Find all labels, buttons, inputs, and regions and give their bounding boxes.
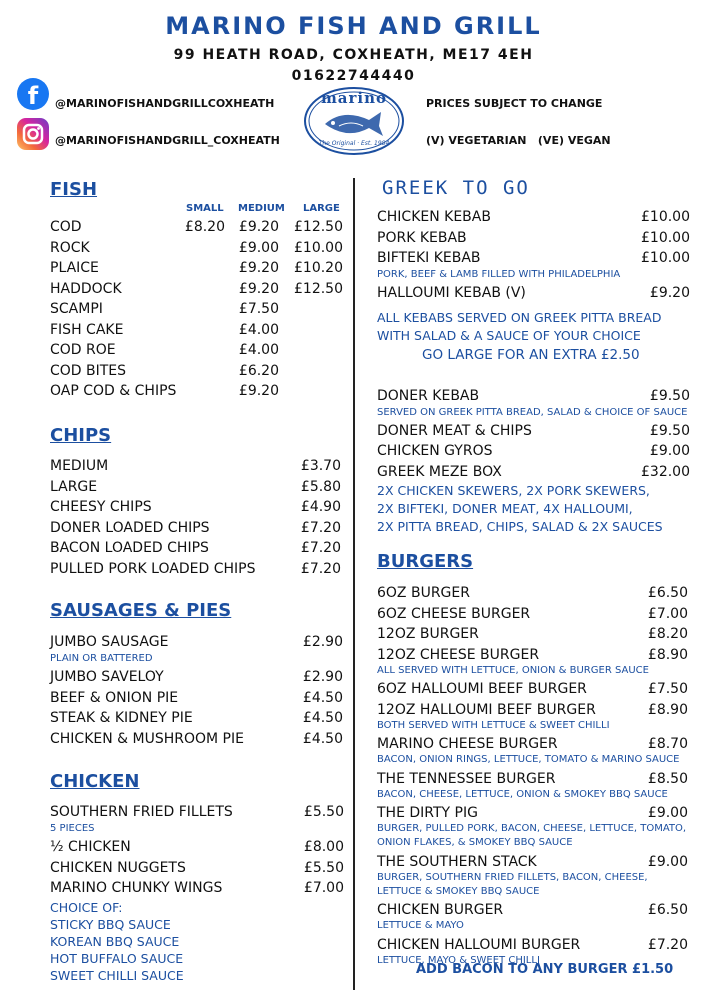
- menu-item: [377, 464, 690, 484]
- fish-item: [50, 240, 350, 260]
- item-name: 12OZ CHEESE BURGER: [377, 646, 540, 663]
- menu-item: [50, 540, 341, 560]
- menu-item: [50, 634, 343, 654]
- item-price: £9.50: [649, 388, 690, 404]
- fish-item: [50, 281, 350, 301]
- item-name: 6OZ CHEESE BURGER: [377, 605, 531, 622]
- menu-item: [377, 250, 690, 270]
- fish-item: [50, 260, 350, 280]
- item-price: £8.50: [647, 770, 688, 787]
- section-fish-title: FISH: [50, 179, 98, 200]
- section-chips-title: CHIPS: [50, 425, 112, 446]
- item-price: £10.00: [641, 250, 690, 266]
- facebook-icon[interactable]: f: [17, 78, 49, 110]
- phone-number: 01622744440: [291, 68, 416, 84]
- menu-item: [377, 702, 688, 722]
- item-price: £2.90: [302, 634, 343, 650]
- menu-item: [50, 458, 341, 478]
- address: 99 HEATH ROAD, COXHEATH, ME17 4EH: [173, 47, 534, 63]
- item-price: £32.00: [641, 463, 690, 480]
- item-price: £7.20: [647, 936, 688, 953]
- item-price: £8.90: [647, 701, 688, 718]
- item-name: GREEK MEZE BOX: [377, 463, 502, 480]
- item-name: COD: [50, 219, 82, 235]
- meze-desc-1: 2X CHICKEN SKEWERS, 2X PORK SKEWERS,: [377, 483, 650, 498]
- sauce-item: HOT BUFFALO SAUCE: [50, 951, 184, 966]
- menu-item: [50, 860, 344, 880]
- item-name: MARINO CHUNKY WINGS: [50, 880, 223, 896]
- item-price: £7.00: [303, 880, 344, 896]
- item-name: SOUTHERN FRIED FILLETS: [50, 804, 233, 820]
- item-price: £9.20: [238, 219, 279, 235]
- menu-item: [377, 423, 690, 443]
- item-price: £5.50: [303, 804, 344, 820]
- item-price: £7.00: [647, 605, 688, 622]
- item-note: 5 PIECES: [50, 823, 95, 834]
- col-large: LARGE: [303, 203, 340, 214]
- menu-item: [50, 804, 344, 824]
- item-note: BOTH SERVED WITH LETTUCE & SWEET CHILLI: [377, 719, 610, 731]
- item-price: £9.50: [649, 422, 690, 439]
- prices-note: PRICES SUBJECT TO CHANGE: [426, 97, 603, 110]
- menu-item: [50, 731, 343, 751]
- item-name: THE TENNESSEE BURGER: [377, 770, 556, 787]
- item-price: £4.90: [300, 499, 341, 515]
- menu-item: [50, 690, 343, 710]
- item-price: £4.50: [302, 710, 343, 726]
- fish-item: [50, 342, 350, 362]
- fish-item: [50, 301, 350, 321]
- menu-item: [377, 937, 688, 957]
- logo-text: marino: [320, 89, 388, 107]
- item-name: MEDIUM: [50, 458, 109, 474]
- section-burgers-title: BURGERS: [377, 551, 474, 572]
- item-price: £4.50: [302, 689, 343, 706]
- item-name: STEAK & KIDNEY PIE: [50, 710, 193, 726]
- section-chicken-title: CHICKEN: [50, 771, 140, 792]
- item-name: 12OZ HALLOUMI BEEF BURGER: [377, 701, 596, 718]
- item-price: £7.20: [300, 540, 341, 556]
- item-name: FISH CAKE: [50, 321, 124, 338]
- item-price: £12.50: [294, 280, 343, 297]
- fish-item: [50, 383, 350, 403]
- instagram-handle[interactable]: @MARINOFISHANDGRILL_COXHEATH: [55, 134, 280, 147]
- item-price: £10.20: [294, 260, 343, 276]
- item-price: £8.20: [184, 219, 225, 235]
- item-price: £4.50: [302, 730, 343, 747]
- item-price: £9.20: [238, 260, 279, 276]
- section-sausages-title: SAUSAGES & PIES: [50, 600, 232, 621]
- item-name: CHICKEN & MUSHROOM PIE: [50, 730, 244, 747]
- item-name: OAP COD & CHIPS: [50, 383, 177, 399]
- item-price: £6.50: [647, 585, 688, 601]
- menu-item: [377, 230, 690, 250]
- menu-item: [50, 710, 343, 730]
- menu-item: [377, 902, 688, 922]
- item-note: LETTUCE & SMOKEY BBQ SAUCE: [377, 885, 540, 897]
- restaurant-title: MARINO FISH AND GRILL: [165, 12, 542, 40]
- item-name: COD ROE: [50, 342, 116, 358]
- menu-item: [377, 854, 688, 874]
- item-note: PORK, BEEF & LAMB FILLED WITH PHILADELPHIA: [377, 268, 621, 280]
- item-price: £10.00: [294, 239, 343, 256]
- item-name: DONER MEAT & CHIPS: [377, 422, 532, 439]
- item-price: £4.00: [238, 342, 279, 358]
- sauce-choice-title: CHOICE OF:: [50, 900, 123, 915]
- item-name: DONER KEBAB: [377, 388, 480, 404]
- item-price: £2.90: [302, 669, 343, 685]
- item-name: DONER LOADED CHIPS: [50, 519, 210, 536]
- item-note: BURGER, PULLED PORK, BACON, CHEESE, LETTUCE, TOMATO,: [377, 823, 687, 834]
- instagram-icon[interactable]: [17, 118, 49, 150]
- menu-item: [50, 880, 344, 900]
- item-price: £7.50: [647, 681, 688, 697]
- menu-item: [377, 443, 690, 463]
- item-price: £9.20: [238, 383, 279, 399]
- kebab-note-1: ALL KEBABS SERVED ON GREEK PITTA BREAD: [377, 310, 662, 325]
- menu-item: [377, 606, 688, 626]
- item-name: BEEF & ONION PIE: [50, 689, 179, 706]
- menu-item: [377, 388, 690, 408]
- menu-item: [50, 520, 341, 540]
- item-name: PORK KEBAB: [377, 229, 467, 246]
- menu-item: [377, 771, 688, 791]
- item-note: LETTUCE, MAYO & SWEET CHILLI: [377, 954, 540, 966]
- fish-item: [50, 363, 350, 383]
- fish-item: [50, 322, 350, 342]
- item-name: SCAMPI: [50, 301, 103, 317]
- menu-item: [50, 479, 341, 499]
- facebook-handle[interactable]: @MARINOFISHANDGRILLCOXHEATH: [55, 97, 275, 110]
- item-name: CHICKEN HALLOUMI BURGER: [377, 936, 581, 953]
- item-price: £9.20: [649, 284, 690, 301]
- item-price: £5.80: [300, 478, 341, 495]
- item-name: MARINO CHEESE BURGER: [377, 736, 558, 752]
- kebab-note-2: WITH SALAD & A SAUCE OF YOUR CHOICE: [377, 328, 641, 343]
- item-name: JUMBO SAUSAGE: [50, 634, 169, 650]
- section-greek-title: GREEK TO GO: [382, 177, 530, 199]
- item-price: £4.00: [238, 321, 279, 338]
- item-price: £12.50: [294, 219, 343, 235]
- menu-item: [377, 585, 688, 605]
- item-note: BURGER, SOUTHERN FRIED FILLETS, BACON, CHEESE,: [377, 871, 648, 883]
- item-price: £3.70: [300, 458, 341, 474]
- item-name: COD BITES: [50, 362, 127, 379]
- col-medium: MEDIUM: [238, 203, 285, 214]
- menu-item: [377, 681, 688, 701]
- menu-item: [50, 669, 343, 689]
- menu-item: [377, 805, 688, 825]
- item-name: 12OZ BURGER: [377, 626, 479, 642]
- item-name: CHICKEN BURGER: [377, 902, 504, 918]
- item-note: BACON, CHEESE, LETTUCE, ONION & SMOKEY BBQ SAUCE: [377, 788, 668, 800]
- item-price: £10.00: [641, 209, 690, 225]
- item-name: CHICKEN NUGGETS: [50, 859, 186, 876]
- item-name: THE SOUTHERN STACK: [377, 853, 537, 870]
- item-price: £8.90: [647, 646, 688, 663]
- item-name: ½ CHICKEN: [50, 839, 131, 855]
- item-price: £9.00: [649, 443, 690, 459]
- sauce-item: KOREAN BBQ SAUCE: [50, 934, 180, 949]
- item-note: LETTUCE & MAYO: [377, 920, 464, 931]
- item-name: THE DIRTY PIG: [377, 805, 478, 821]
- item-note: PLAIN OR BATTERED: [50, 653, 153, 664]
- menu-item: [50, 839, 344, 859]
- item-price: £6.20: [238, 362, 279, 379]
- item-price: £9.20: [238, 280, 279, 297]
- item-note: SERVED ON GREEK PITTA BREAD, SALAD & CHOICE OF SAUCE: [377, 406, 688, 418]
- item-name: 6OZ BURGER: [377, 585, 470, 601]
- item-name: BACON LOADED CHIPS: [50, 540, 209, 556]
- go-large-note: GO LARGE FOR AN EXTRA £2.50: [422, 347, 640, 363]
- item-price: £8.70: [647, 736, 688, 752]
- item-name: JUMBO SAVELOY: [50, 669, 164, 685]
- add-bacon-note: ADD BACON TO ANY BURGER £1.50: [416, 962, 674, 977]
- item-price: £7.20: [300, 519, 341, 536]
- menu-item: [377, 736, 688, 756]
- item-price: £9.00: [647, 805, 688, 821]
- item-price: £7.20: [300, 560, 341, 577]
- menu-item: [50, 499, 341, 519]
- column-divider: [353, 178, 355, 990]
- item-price: £10.00: [641, 229, 690, 246]
- menu-item: [50, 561, 341, 581]
- menu-item: [377, 647, 688, 667]
- item-name: HADDOCK: [50, 280, 122, 297]
- meze-desc-3: 2X PITTA BREAD, CHIPS, SALAD & 2X SAUCES: [377, 519, 663, 534]
- meze-desc-2: 2X BIFTEKI, DONER MEAT, 4X HALLOUMI,: [377, 501, 633, 516]
- item-name: CHICKEN GYROS: [377, 443, 493, 459]
- item-name: BIFTEKI KEBAB: [377, 250, 481, 266]
- sauce-item: STICKY BBQ SAUCE: [50, 917, 171, 932]
- item-price: £9.00: [238, 239, 279, 256]
- item-name: PULLED PORK LOADED CHIPS: [50, 560, 256, 577]
- item-name: CHICKEN KEBAB: [377, 209, 491, 225]
- item-name: LARGE: [50, 478, 98, 495]
- menu-item: [377, 209, 690, 229]
- item-price: £5.50: [303, 859, 344, 876]
- item-price: £6.50: [647, 902, 688, 918]
- item-price: £8.00: [303, 839, 344, 855]
- menu-item: [377, 626, 688, 646]
- item-name: PLAICE: [50, 260, 99, 276]
- logo-subtext: The Original · Est. 1984: [318, 140, 390, 147]
- item-name: ROCK: [50, 239, 90, 256]
- sauce-item: SWEET CHILLI SAUCE: [50, 968, 184, 983]
- item-name: CHEESY CHIPS: [50, 499, 152, 515]
- fish-item: [50, 219, 350, 239]
- marino-logo: [303, 86, 405, 156]
- col-small: SMALL: [186, 203, 224, 214]
- diet-note: (V) VEGETARIAN (VE) VEGAN: [426, 134, 611, 147]
- item-price: £8.20: [647, 626, 688, 642]
- item-price: £7.50: [238, 301, 279, 317]
- item-price: £9.00: [647, 853, 688, 870]
- item-note: ALL SERVED WITH LETTUCE, ONION & BURGER SAUCE: [377, 664, 649, 676]
- item-name: HALLOUMI KEBAB (V): [377, 284, 526, 301]
- item-name: 6OZ HALLOUMI BEEF BURGER: [377, 681, 587, 697]
- item-note: ONION FLAKES, & SMOKEY BBQ SAUCE: [377, 837, 573, 848]
- item-note: BACON, ONION RINGS, LETTUCE, TOMATO & MARINO SAUCE: [377, 754, 680, 765]
- menu-item: [377, 285, 690, 305]
